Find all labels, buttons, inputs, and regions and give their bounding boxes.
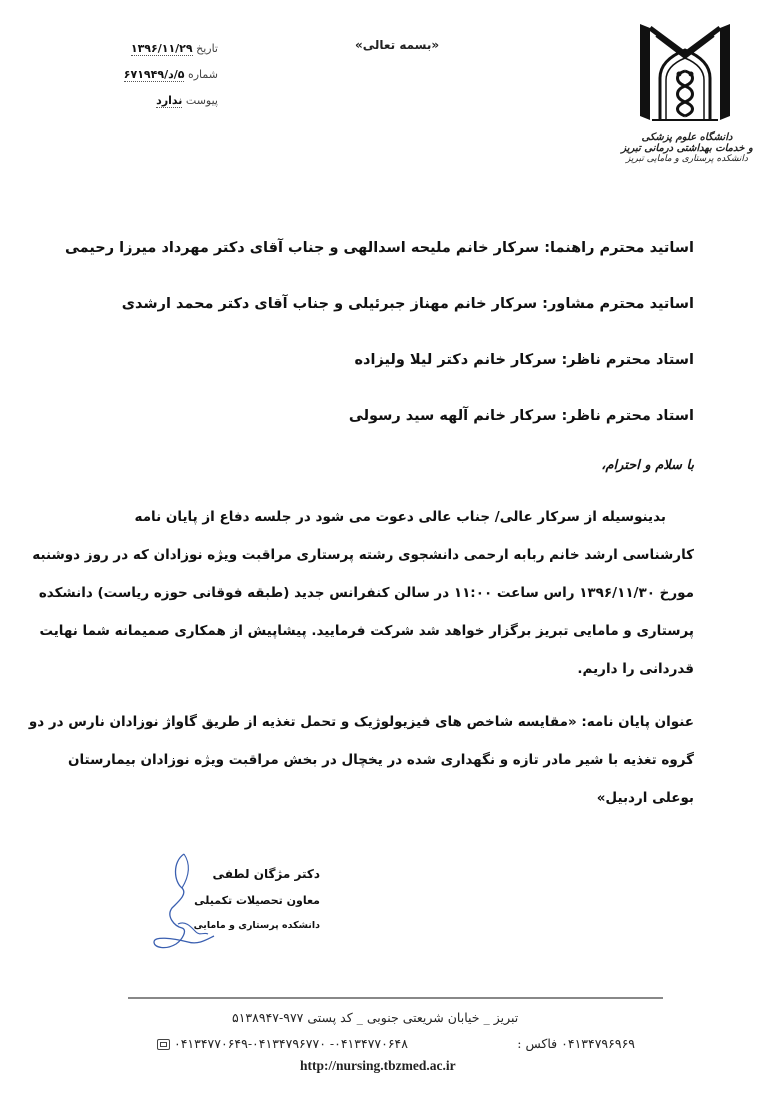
telephone-icon bbox=[157, 1039, 170, 1050]
paragraph-line: بدینوسیله از سرکار عالی/ جناب عالی دعوت می شود در جلسه دفاع از پایان نامه bbox=[134, 509, 666, 525]
paragraph-line: مورخ ۱۳۹۶/۱۱/۳۰ راس ساعت ۱۱:۰۰ در سالن کنفرانس جدید (طبقه فوقانی حوزه ریاست) دانشکده bbox=[38, 585, 694, 601]
signatory-name: دکتر مژگان لطفی bbox=[212, 867, 320, 881]
attachment-label: پیوست bbox=[185, 94, 218, 107]
logo-text-1: دانشگاه علوم پزشکی bbox=[641, 132, 733, 143]
paragraph-line: کارشناسی ارشد خانم ربابه ارحمی دانشجوی رشته پرستاری مراقبت ویژه نوزادان که در روز دوشنبه bbox=[32, 547, 694, 563]
addressee-advisors: اساتید محترم مشاور: سرکار خانم مهناز جبرئیلی و جناب آقای دکتر محمد ارشدی bbox=[121, 296, 694, 312]
phone-numbers: ۰۴۱۳۴۷۷۰۶۴۸- ۰۴۱۳۴۷۷۰۶۴۹-۰۴۱۳۴۷۹۶۷۷۰ bbox=[173, 1036, 408, 1051]
date-label: تاریخ bbox=[196, 42, 218, 55]
phones-group bbox=[155, 1036, 408, 1051]
signature-block bbox=[180, 860, 320, 938]
paragraph-line: عنوان پایان نامه: «مقایسه شاخص های فیزیولوژیک و تحمل تغذیه از طریق گاواژ نوزادان نارس در دو bbox=[28, 714, 694, 730]
fax-group bbox=[517, 1036, 635, 1051]
logo-text-2: و خدمات بهداشتی درمانی تبریز bbox=[621, 143, 753, 154]
date-row bbox=[68, 36, 218, 62]
greeting: با سلام و احترام، bbox=[601, 458, 694, 473]
attachment-row bbox=[68, 88, 218, 114]
number-value: ۵/د/۶۷۱۹۴۹ bbox=[123, 68, 185, 81]
addressee-observer-1: استاد محترم ناظر: سرکار خانم دکتر لیلا ولیزاده bbox=[354, 352, 694, 368]
book-emblem-icon bbox=[612, 16, 762, 128]
date-value: ۱۳۹۶/۱۱/۲۹ bbox=[130, 42, 193, 55]
paragraph-line: پرستاری و مامایی تبریز برگزار خواهد شد شرکت فرمایید. پیشاپیش از همکاری صمیمانه شما نهایت bbox=[39, 623, 694, 639]
letter-meta bbox=[68, 36, 218, 114]
number-label: شماره bbox=[187, 68, 218, 81]
footer-website[interactable]: http://nursing.tbzmed.ac.ir bbox=[300, 1058, 456, 1073]
logo-text-3: دانشکده پرستاری و مامایی تبریز bbox=[626, 154, 748, 164]
footer-address: تبریز _ خیابان شریعتی جنوبی _ کد پستی ۹۷۷-۵۱۳۸۹۴۷ bbox=[232, 1010, 519, 1025]
paragraph-line: بوعلی اردبیل» bbox=[596, 790, 694, 806]
number-row bbox=[68, 62, 218, 88]
addressee-supervisors: اساتید محترم راهنما: سرکار خانم ملیحه اسدالهی و جناب آقای دکتر مهرداد میرزا رحیمی bbox=[65, 240, 694, 256]
fax-label: فاکس : bbox=[517, 1036, 558, 1051]
fax-value: ۰۴۱۳۴۷۹۶۹۶۹ bbox=[561, 1036, 635, 1051]
university-logo bbox=[612, 16, 762, 186]
thesis-title-paragraph bbox=[28, 703, 694, 817]
paragraph-line: گروه تغذیه با شیر مادر تازه و نگهداری شده در یخچال در بخش مراقبت ویژه نوزادان بیمارستان bbox=[67, 752, 694, 768]
paragraph-line: قدردانی را داریم. bbox=[577, 661, 694, 677]
invitation-paragraph bbox=[32, 498, 694, 688]
attachment-value: ندارد bbox=[156, 94, 183, 107]
signatory-department: دانشکده پرستاری و مامایی bbox=[193, 920, 320, 931]
footer-divider bbox=[128, 997, 663, 999]
addressee-observer-2: استاد محترم ناظر: سرکار خانم آلهه سید رسولی bbox=[348, 408, 694, 424]
signatory-title: معاون تحصیلات تکمیلی bbox=[194, 894, 320, 907]
basmala: «بسمه تعالی» bbox=[355, 38, 440, 52]
footer-contact bbox=[155, 1036, 635, 1051]
